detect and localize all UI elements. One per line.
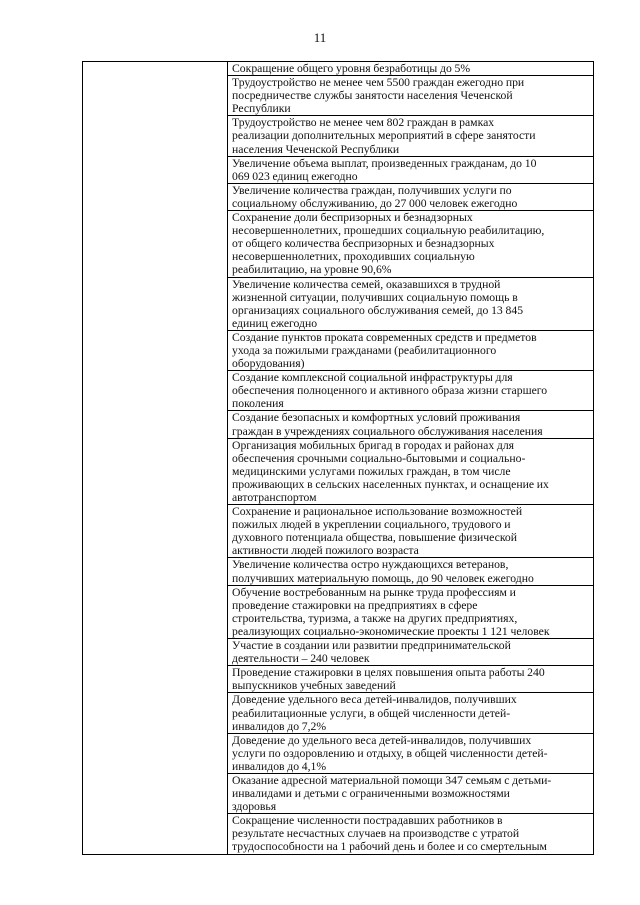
table-cell: Доведение до удельного веса детей-инвалидов, получивших услуги по оздоровлению и отдыху, в общей численности детей- инвалидов до 4,1% bbox=[228, 733, 594, 773]
table-cell: Трудоустройство не менее чем 802 граждан в рамках реализации дополнительных мероприятий в сфере занятости населения Чеченской Республики bbox=[228, 116, 594, 156]
table-cell: Сохранение доли беспризорных и безнадзорных несовершеннолетних, прошедших социальную реабилитацию, от общего количества беспризорных и безнадзорных несовершеннолетних, проходивших социальную реабилитацию, на уровне 90,6% bbox=[228, 211, 594, 277]
left-column-cell bbox=[83, 62, 228, 855]
table-cell: Создание пунктов проката современных средств и предметов ухода за пожилыми гражданами (реабилитационного оборудования) bbox=[228, 330, 594, 370]
table-row bbox=[83, 62, 594, 76]
table-cell: Обучение востребованным на рынке труда профессиям и проведение стажировки на предприятиях в сфере строительства, туризма, а также на других предприятиях, реализующих социально-экономические проекты 1 121 человек bbox=[228, 585, 594, 638]
table-cell: Сокращение численности пострадавших работников в результате несчастных случаев на производстве с утратой трудоспособности на 1 рабочий день и более и со смертельным bbox=[228, 814, 594, 854]
table-cell: Оказание адресной материальной помощи 347 семьям с детьми- инвалидами и детьми с ограниченными возможностями здоровья bbox=[228, 773, 594, 813]
table-cell: Участие в создании или развитии предпринимательской деятельности – 240 человек bbox=[228, 639, 594, 666]
table-cell: Проведение стажировки в целях повышения опыта работы 240 выпускников учебных заведений bbox=[228, 666, 594, 693]
table-cell: Увеличение количества семей, оказавшихся в трудной жизненной ситуации, получивших социальную помощь в организациях социального обслуживания семей, до 13 845 единиц ежегодно bbox=[228, 277, 594, 330]
table-cell: Организация мобильных бригад в городах и районах для обеспечения срочными социально-бытовыми и социально- медицинскими услугами пожилых граждан, в том числе проживающих в сельских населенных пунктах, и оснащение их автотранспортом bbox=[228, 438, 594, 504]
table-cell: Создание безопасных и комфортных условий проживания граждан в учреждениях социального обслуживания населения bbox=[228, 411, 594, 438]
table-cell: Сохранение и рациональное использование возможностей пожилых людей в укреплении социального, трудового и духовного потенциала общества, повышение физической активности людей пожилого возраста bbox=[228, 505, 594, 558]
table-cell: Создание комплексной социальной инфраструктуры для обеспечения полноценного и активного образа жизни старшего поколения bbox=[228, 371, 594, 411]
table-cell: Трудоустройство не менее чем 5500 граждан ежегодно при посредничестве службы занятости населения Чеченской Республики bbox=[228, 76, 594, 116]
indicators-table bbox=[82, 61, 594, 855]
table-cell: Сокращение общего уровня безработицы до 5% bbox=[228, 62, 594, 76]
table-cell: Доведение удельного веса детей-инвалидов, получивших реабилитационные услуги, в общей численности детей- инвалидов до 7,2% bbox=[228, 693, 594, 733]
table-cell: Увеличение объема выплат, произведенных гражданам, до 10 069 023 единиц ежегодно bbox=[228, 156, 594, 183]
page-number: 11 bbox=[313, 30, 327, 45]
table-cell: Увеличение количества граждан, получивших услуги по социальному обслуживанию, до 27 000 человек ежегодно bbox=[228, 183, 594, 210]
table-cell: Увеличение количества остро нуждающихся ветеранов, получивших материальную помощь, до 90 человек ежегодно bbox=[228, 558, 594, 585]
